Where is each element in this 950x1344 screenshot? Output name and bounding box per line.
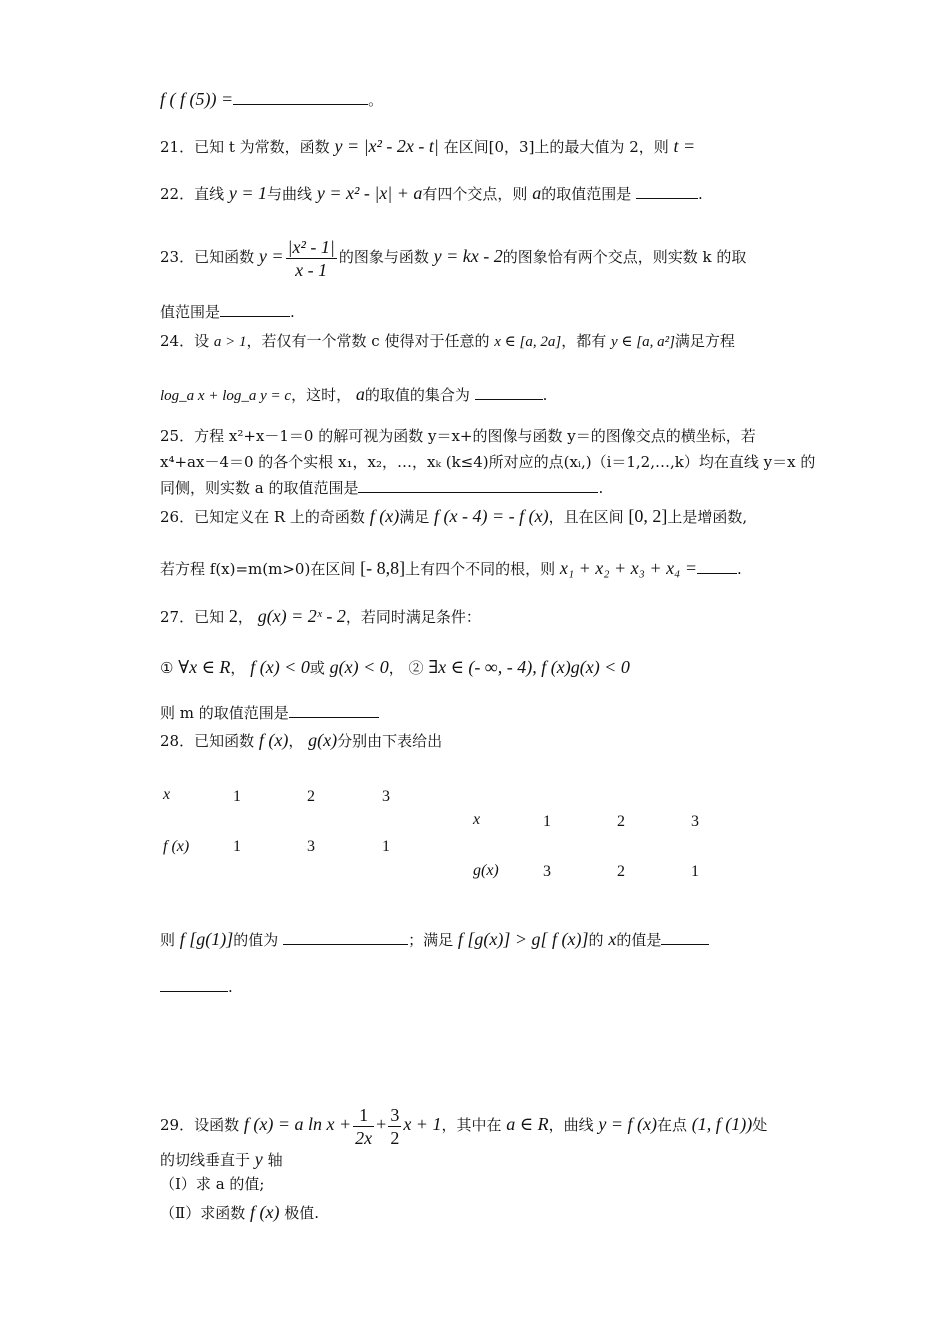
q27-line3: 则 m 的取值范围是: [160, 701, 379, 724]
q25-line3: 同侧，则实数 a 的取值范围是 .: [160, 476, 603, 499]
q21-line: 21．已知 t 为常数，函数 y = |x² - 2x - t| 在区间[0，3]上的最大值为 2，则 t =: [160, 136, 696, 156]
q28-blank3: [160, 975, 228, 992]
q28-answer-line: 则 f [g(1)]的值为 ；满足 f [g(x)] > g[ f (x)]的 x的值是: [160, 928, 709, 951]
q24-blank: [475, 383, 543, 400]
q23-line: 23．已知函数 y = $\frac{\text{|x² - 1|}}{x - 1}$ 的图象与函数 y = kx - 2的图象恰有两个交点，则实数 k 的取: [160, 236, 747, 280]
q28-answer-line2: .: [160, 975, 233, 998]
document-page: f ( f (5)) = 。 21．已知 t 为常数，函数 y = |x² - 2x - t| 在区间[0，3]上的最大值为 2，则 t = 22．直线 y = 1与曲线 y = x² - |x| + a有四个交点，则 a的取值范围是 . 23．已知函数 y = $\frac{\text{|x² - 1|}}{x - 1}$ 的图象与函数 y = kx - 2的图象恰有两个交点，则实数 k 的取 值范围是 . 24．设 a > 1，若仅有一个常数 c 使得对于任意的 x ∈ [a, 2a]，都有 y ∈ [a, a²]满足方程 log_a x + log_a y = c，这时， a的取值的集合为 . 25．方程 x²+x－1＝0 的解可视为函数 y＝x+的图像与函数 y＝的图像交点的横坐标，若 x⁴+ax－4＝0 的各个实根 x₁，x₂，…，xₖ (k≤4)所对应的点(xᵢ,)（i＝1,2,…,k）均在直线 y＝x 的 同侧，则实数 a 的取值范围是 . 26．已知定义在 R 上的奇函数 f (x)满足 f (x - 4) = - f (x)，且在区间 [0, 2]上是增函数, 若方程 f(x)=m(m>0)在区间 [- 8,8]上有四个不同的根，则 x₁ + x₂ + x₃ + x₄ = . 27．已知 2， g(x) = 2ˣ - 2，若同时满足条件： ① ∀x ∈ R， f (x) < 0或 g(x) < 0， ② ∃x ∈ (- ∞, - 4), f (x)g(x) < 0 则 m 的取值范围是 28．已知函数 f (x)， g(x)分别由下表给出 x 1 2 3 f (x) 1 3 1 x 1 2 3 g(x) 3 2 1 则 f [g(1)]的值为 ；满足 f [g(x)] > g[ f (x)]的 x的值是 . 29．设函数 f (x) = a ln x + $\frac{1}{2x}$ + $\frac{3}{2}$ x + 1，其中在 a ∈ R，曲线 y = f (x)在点 (1, f (1))处 的切线垂直于 y 轴 （Ⅰ）求 a 的值; （Ⅱ）求函数 f (x) 极值.: [160, 89, 816, 1222]
q29-fraction-1: $\frac{1}{2x}$: [355, 1104, 373, 1148]
q27-line1: 27．已知 2， g(x) = 2ˣ - 2，若同时满足条件：: [160, 606, 481, 626]
q23-line2: 值范围是 .: [160, 300, 295, 323]
q20-line: f ( f (5)) = 。: [160, 89, 384, 109]
q24-line: 24．设 a > 1，若仅有一个常数 c 使得对于任意的 x ∈ [a, 2a]，都有 y ∈ [a, a²]满足方程: [160, 332, 735, 350]
q29-line2: 的切线垂直于 y 轴: [160, 1149, 283, 1169]
q28-line1: 28．已知函数 f (x)， g(x)分别由下表给出: [160, 730, 443, 750]
q24-line2: log_a x + log_a y = c，这时， a的取值的集合为 .: [160, 384, 548, 404]
q25-blank: [358, 476, 598, 493]
q26-line2: 若方程 f(x)=m(m>0)在区间 [- 8,8]上有四个不同的根，则 x₁ + x₂ + x₃ + x₄ = .: [160, 558, 742, 578]
q29-part2: （Ⅱ）求函数 f (x) 极值.: [160, 1202, 320, 1222]
q23-fraction: $\frac{\text{|x² - 1|}}{x - 1}$: [287, 236, 335, 280]
q28-blank1: [283, 928, 408, 945]
q26-line1: 26．已知定义在 R 上的奇函数 f (x)满足 f (x - 4) = - f (x)，且在区间 [0, 2]上是增函数,: [160, 506, 748, 526]
q25-line1: 25．方程 x²+x－1＝0 的解可视为函数 y＝x+的图像与函数 y＝的图像交点的横坐标，若: [160, 427, 756, 445]
q20-blank: [233, 88, 368, 105]
q26-blank: [697, 557, 737, 574]
q27-line2: ① ∀x ∈ R， f (x) < 0或 g(x) < 0， ② ∃x ∈ (- ∞, - 4), f (x)g(x) < 0: [160, 657, 630, 677]
q25-line2: x⁴+ax－4＝0 的各个实根 x₁，x₂，…，xₖ (k≤4)所对应的点(xᵢ,)（i＝1,2,…,k）均在直线 y＝x 的: [160, 453, 816, 471]
q29-fraction-2: $\frac{3}{2}$: [390, 1104, 400, 1148]
q20-expr: f ( f (5)) =: [160, 89, 234, 109]
q21-expr: y = |x² - 2x - t|: [334, 136, 439, 156]
q22-line: 22．直线 y = 1与曲线 y = x² - |x| + a有四个交点，则 a的取值范围是 .: [160, 183, 703, 203]
q27-blank: [289, 701, 379, 718]
q29-line1: 29．设函数 f (x) = a ln x + $\frac{1}{2x}$ + $\frac{3}{2}$ x + 1，其中在 a ∈ R，曲线 y = f (x)在点 (1, f (1))处: [160, 1104, 768, 1148]
q22-blank: [636, 182, 698, 199]
q29-part1: （Ⅰ）求 a 的值;: [160, 1175, 265, 1193]
q28-blank2: [661, 928, 709, 945]
q23-blank: [220, 300, 290, 317]
